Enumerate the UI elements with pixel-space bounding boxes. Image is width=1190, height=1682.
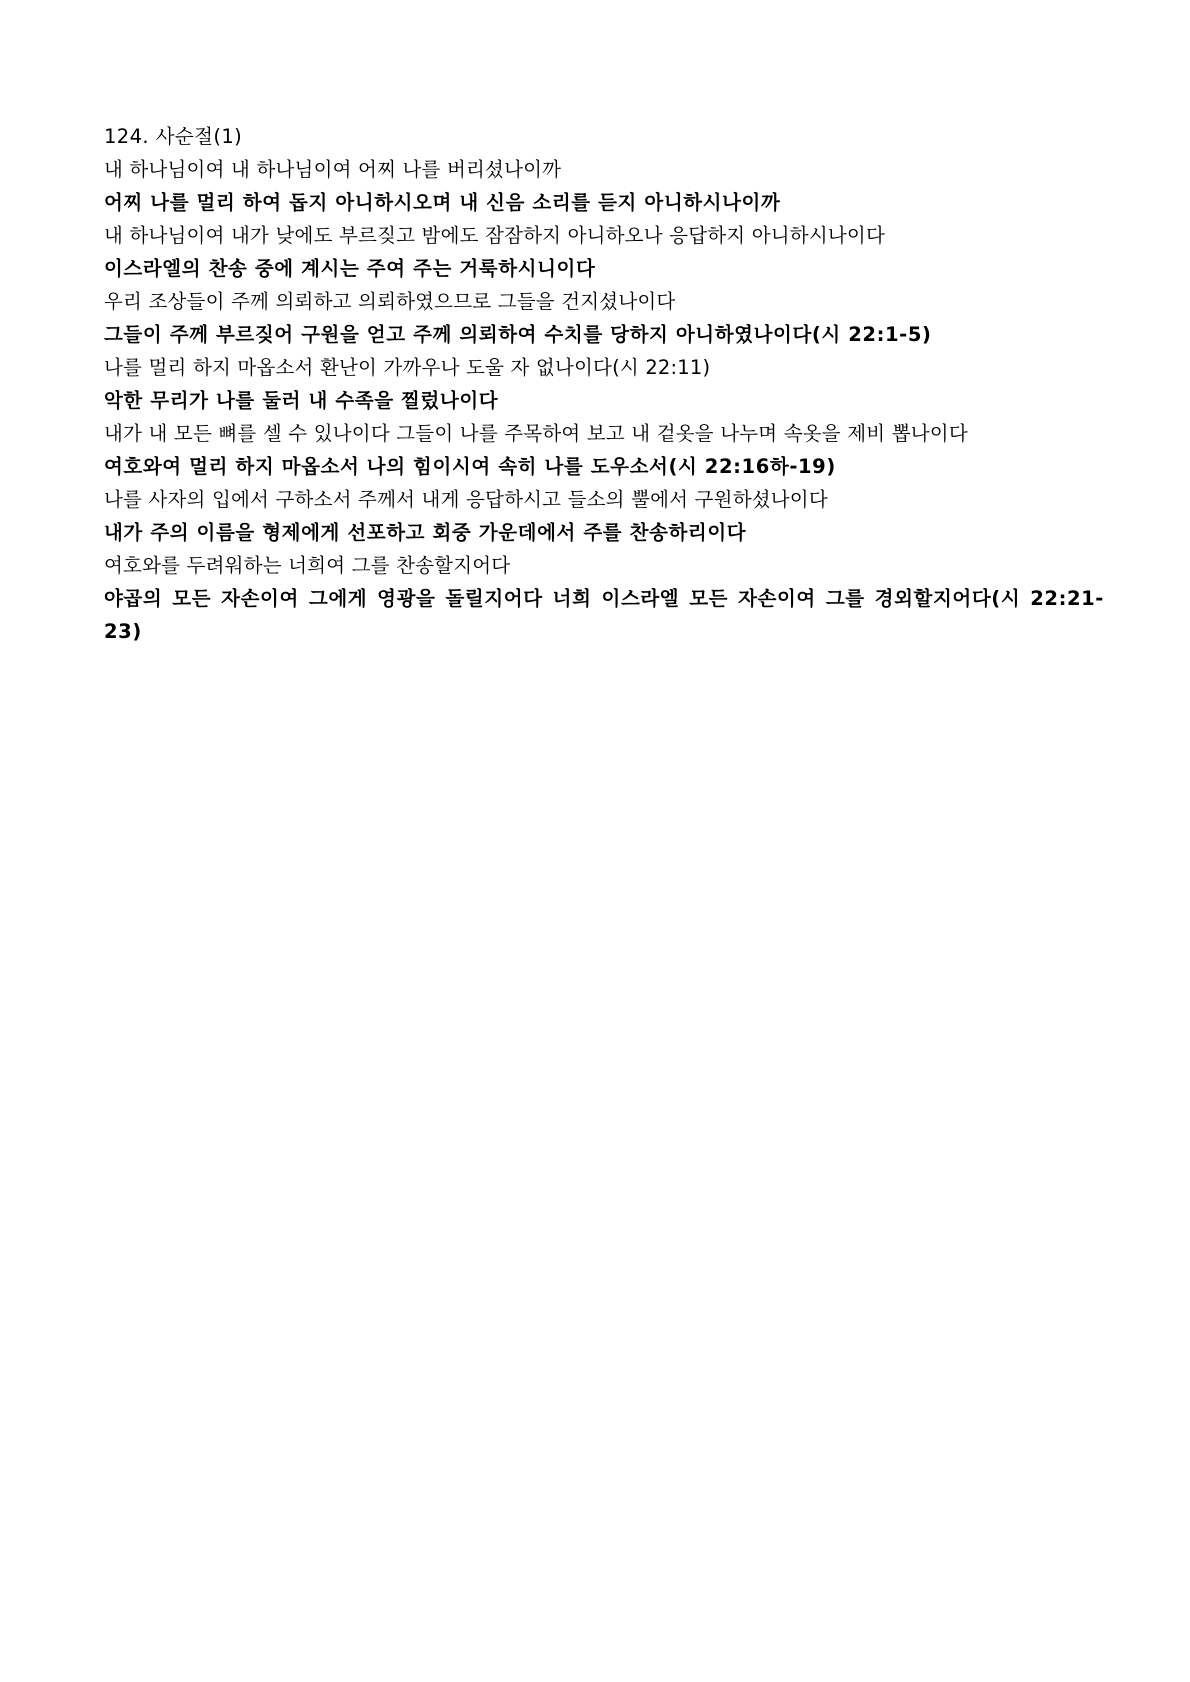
document-line: 어찌 나를 멀리 하여 돕지 아니하시오며 내 신음 소리를 듣지 아니하시나이까 <box>104 191 781 214</box>
document-line: 악한 무리가 나를 둘러 내 수족을 찔렀나이다 <box>104 389 499 412</box>
document-line: 내가 주의 이름을 형제에게 선포하고 회중 가운데에서 주를 찬송하리이다 <box>104 521 747 544</box>
document-line: 나를 멀리 하지 마옵소서 환난이 가까우나 도울 자 없나이다(시 22:11) <box>104 356 711 379</box>
document-line: 내가 내 모든 뼈를 셀 수 있나이다 그들이 나를 주목하여 보고 내 겉옷을 나누며 속옷을 제비 뽑나이다 <box>104 422 968 445</box>
document-line: 이스라엘의 찬송 중에 계시는 주여 주는 거룩하시니이다 <box>104 257 596 280</box>
document-line: 내 하나님이여 내 하나님이여 어찌 나를 버리셨나이까 <box>104 158 562 181</box>
page-title: 124. 사순절(1) <box>104 125 243 148</box>
document-line: 내 하나님이여 내가 낮에도 부르짖고 밤에도 잠잠하지 아니하오나 응답하지 아니하시나이다 <box>104 224 885 247</box>
document-line: 우리 조상들이 주께 의뢰하고 의뢰하였으므로 그들을 건지셨나이다 <box>104 290 676 313</box>
document-body <box>104 120 1104 648</box>
document-line: 야곱의 모든 자손이여 그에게 영광을 돌릴지어다 너희 이스라엘 모든 자손이여 그를 경외할지어다(시 22:21-23) <box>104 587 1104 643</box>
document-line: 여호와를 두려워하는 너희여 그를 찬송할지어다 <box>104 554 511 577</box>
document-line: 그들이 주께 부르짖어 구원을 얻고 주께 의뢰하여 수치를 당하지 아니하였나이다(시 22:1-5) <box>104 323 932 346</box>
document-line: 나를 사자의 입에서 구하소서 주께서 내게 응답하시고 들소의 뿔에서 구원하셨나이다 <box>104 488 828 511</box>
document-line: 여호와여 멀리 하지 마옵소서 나의 힘이시여 속히 나를 도우소서(시 22:16하-19) <box>104 455 836 478</box>
